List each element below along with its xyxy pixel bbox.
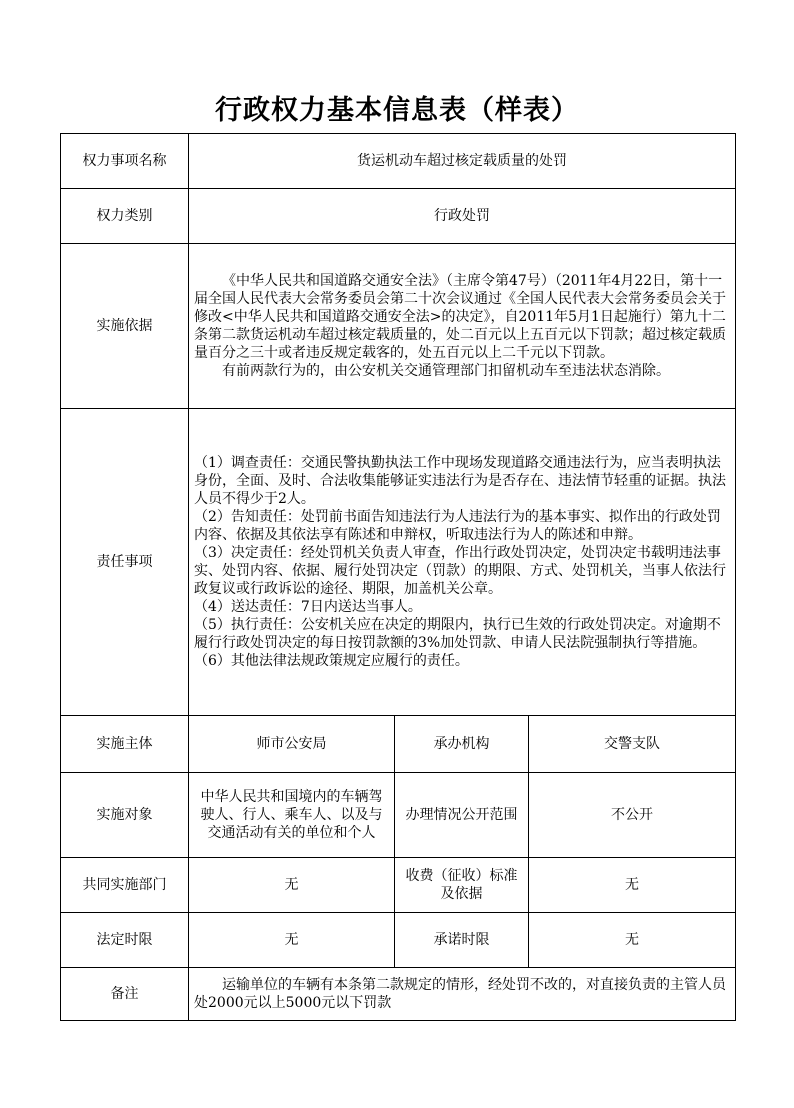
label-fee: 收费（征收）标准及依据 bbox=[395, 858, 529, 913]
value-agency: 交警支队 bbox=[529, 716, 736, 773]
value-promise: 无 bbox=[529, 913, 736, 968]
label-duties: 责任事项 bbox=[61, 409, 189, 716]
row-category bbox=[61, 189, 736, 244]
value-remarks bbox=[189, 968, 736, 1021]
duty-item: （3）决定责任：经处罚机关负责人审查，作出行政处罚决定，处罚决定书载明违法事实、处罚内容、依据、履行处罚决定（罚款）的期限、方式、处罚机关，当事人依法行政复议或行政诉讼的途径、期限，加盖机关公章。 bbox=[194, 545, 726, 597]
basis-paragraph: 有前两款行为的，由公安机关交通管理部门扣留机动车至违法状态消除。 bbox=[222, 363, 670, 379]
remarks-text: 运输单位的车辆有本条第二款规定的情形，经处罚不改的，对直接负责的主管人员处2000元以上5000元以下罚款 bbox=[194, 977, 726, 1011]
value-basis bbox=[189, 244, 736, 409]
value-subject: 师市公安局 bbox=[189, 716, 395, 773]
row-joint bbox=[61, 858, 736, 913]
label-basis: 实施依据 bbox=[61, 244, 189, 409]
duty-item: （1）调查责任：交通民警执勤执法工作中现场发现道路交通违法行为，应当表明执法身份，全面、及时、合法收集能够证实违法行为是否存在、违法情节轻重的证据。执法人员不得少于2人。 bbox=[194, 455, 726, 507]
value-fee: 无 bbox=[529, 858, 736, 913]
label-joint: 共同实施部门 bbox=[61, 858, 189, 913]
row-deadline bbox=[61, 913, 736, 968]
row-target bbox=[61, 773, 736, 858]
row-basis bbox=[61, 244, 736, 409]
info-table bbox=[60, 133, 736, 1021]
value-name: 货运机动车超过核定载质量的处罚 bbox=[189, 134, 736, 189]
label-disclosure: 办理情况公开范围 bbox=[395, 773, 529, 858]
value-category: 行政处罚 bbox=[189, 189, 736, 244]
value-joint: 无 bbox=[189, 858, 395, 913]
duty-item: （2）告知责任：处罚前书面告知违法行为人违法行为的基本事实、拟作出的行政处罚内容、依据及其依法享有陈述和申辩权，听取违法行为人的陈述和申辩。 bbox=[194, 509, 721, 543]
label-agency: 承办机构 bbox=[395, 716, 529, 773]
value-disclosure: 不公开 bbox=[529, 773, 736, 858]
label-target: 实施对象 bbox=[61, 773, 189, 858]
duty-item: （5）执行责任：公安机关应在决定的期限内，执行已生效的行政处罚决定。对逾期不履行行政处罚决定的每日按罚款额的3%加处罚款、申请人民法院强制执行等措施。 bbox=[194, 617, 721, 651]
page-title: 行政权力基本信息表（样表） bbox=[215, 95, 579, 126]
label-name: 权力事项名称 bbox=[61, 134, 189, 189]
label-remarks: 备注 bbox=[61, 968, 189, 1021]
label-category: 权力类别 bbox=[61, 189, 189, 244]
duty-item: （4）送达责任：7日内送达当事人。 bbox=[194, 599, 422, 615]
duty-item: （6）其他法律法规政策规定应履行的责任。 bbox=[194, 653, 469, 669]
label-deadline: 法定时限 bbox=[61, 913, 189, 968]
row-subject bbox=[61, 716, 736, 773]
value-duties bbox=[189, 409, 736, 716]
value-deadline: 无 bbox=[189, 913, 395, 968]
value-target: 中华人民共和国境内的车辆驾驶人、行人、乘车人、以及与交通活动有关的单位和个人 bbox=[189, 773, 395, 858]
row-remarks bbox=[61, 968, 736, 1021]
row-duties bbox=[61, 409, 736, 716]
label-subject: 实施主体 bbox=[61, 716, 189, 773]
label-promise: 承诺时限 bbox=[395, 913, 529, 968]
basis-paragraph: 《中华人民共和国道路交通安全法》（主席令第47号）（2011年4月22日，第十一届全国人民代表大会常务委员会第二十次会议通过《全国人民代表大会常务委员会关于修改<中华人民共和国道路交通安全法>的决定》，自2011年5月1日起施行）第九十二条第二款货运机动车超过核定载质量的，处二百元以上五百元以下罚款；超过核定载质量百分之三十或者违反规定载客的，处五百元以上二千元以下罚款。 bbox=[194, 273, 726, 361]
row-name bbox=[61, 134, 736, 189]
